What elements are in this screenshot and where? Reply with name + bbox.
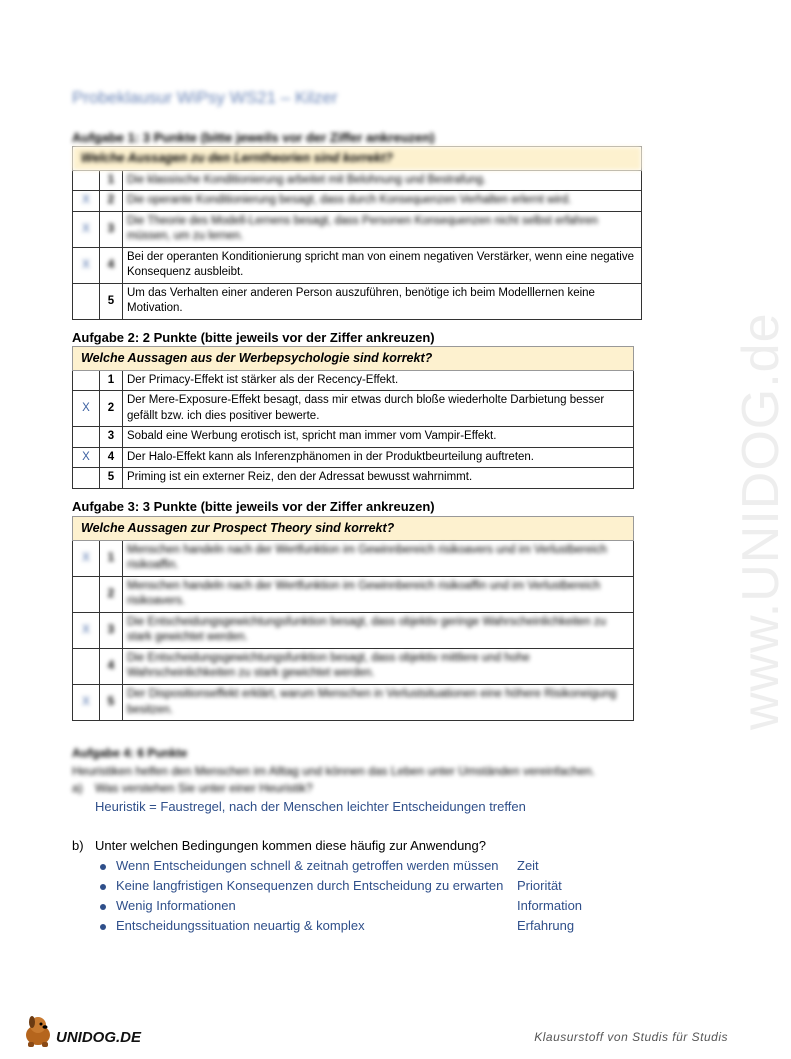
table-row: X 4 Bei der operanten Konditionierung spricht man von einem negativen Verstärker, wenn eine negative Konsequenz ausbleibt. xyxy=(73,247,642,283)
bullet-icon xyxy=(100,924,106,930)
task4-a-question: Was verstehen Sie unter einer Heuristik? xyxy=(95,781,313,795)
table-row: 5 Priming ist ein externer Reiz, den der Adressat bewusst wahrnimmt. xyxy=(73,468,634,489)
answer-mark[interactable]: X xyxy=(73,391,100,427)
task1-table xyxy=(72,146,642,320)
task3-question: Welche Aussagen zur Prospect Theory sind korrekt? xyxy=(73,517,634,541)
task4-b-list xyxy=(100,858,600,938)
task4-heading: Aufgabe 4: 6 Punkte xyxy=(72,746,188,760)
answer-mark[interactable] xyxy=(73,370,100,391)
table-row: X 2 Die operante Konditionierung besagt, dass durch Konsequenzen Verhalten erlernt wird. xyxy=(73,191,642,212)
answer-mark[interactable] xyxy=(73,576,100,612)
unidog-logo xyxy=(22,1013,152,1049)
watermark: www.UNIDOG.de xyxy=(732,312,790,730)
task3-table xyxy=(72,516,634,721)
document-title: Probeklausur WiPsy WS21 – Kilzer xyxy=(72,88,338,107)
table-row: X 4 Der Halo-Effekt kann als Inferenzphänomen in der Produktbeurteilung auftreten. xyxy=(73,447,634,468)
table-row: X 1 Menschen handeln nach der Wertfunktion im Gewinnbereich risikoavers und im Verlustbereich risikoaffin. xyxy=(73,540,634,576)
bullet-icon xyxy=(100,904,106,910)
list-item: Wenn Entscheidungen schnell & zeitnah getroffen werden müssen Zeit xyxy=(100,858,600,878)
task4-a-label: a) xyxy=(72,781,83,795)
task4-intro: Heuristiken helfen den Menschen im Alltag und können das Leben unter Umständen vereinfachen. xyxy=(72,764,596,778)
table-row: 2 Menschen handeln nach der Wertfunktion im Gewinnbereich risikoaffin und im Verlustbereich risikoavers. xyxy=(73,576,634,612)
table-row: X 5 Der Dispositionseffekt erklärt, warum Menschen in Verlustsituationen eine höhere Risikoneigung besitzen. xyxy=(73,685,634,721)
list-item: Wenig Informationen Information xyxy=(100,898,600,918)
answer-mark[interactable] xyxy=(73,283,100,319)
answer-mark[interactable] xyxy=(73,427,100,448)
answer-mark[interactable] xyxy=(73,648,100,684)
task4-a-answer: Heuristik = Faustregel, nach der Menschen leichter Entscheidungen treffen xyxy=(95,799,526,814)
logo-text: UNIDOG.DE xyxy=(56,1029,142,1046)
task1-question: Welche Aussagen zu den Lerntheorien sind korrekt? xyxy=(73,147,642,171)
answer-mark[interactable]: X xyxy=(73,612,100,648)
answer-mark[interactable]: X xyxy=(73,211,100,247)
table-row: 1 Der Primacy-Effekt ist stärker als der Recency-Effekt. xyxy=(73,370,634,391)
table-row: X 2 Der Mere-Exposure-Effekt besagt, dass mir etwas durch bloße wiederholte Darbietung besser gefällt bzw. ich dies positiver bewerte. xyxy=(73,391,634,427)
task4-b-label: b) xyxy=(72,838,84,853)
answer-mark[interactable] xyxy=(73,468,100,489)
task1-heading: Aufgabe 1: 3 Punkte (bitte jeweils vor der Ziffer ankreuzen) xyxy=(72,130,435,145)
task2-question: Welche Aussagen aus der Werbepsychologie sind korrekt? xyxy=(73,347,634,371)
bullet-icon xyxy=(100,864,106,870)
task2-heading: Aufgabe 2: 2 Punkte (bitte jeweils vor der Ziffer ankreuzen) xyxy=(72,330,435,345)
answer-mark[interactable]: X xyxy=(73,247,100,283)
list-item: Entscheidungssituation neuartig & komplex Erfahrung xyxy=(100,918,600,938)
task4-b-question: Unter welchen Bedingungen kommen diese häufig zur Anwendung? xyxy=(95,838,486,853)
table-row: X 3 Die Entscheidungsgewichtungsfunktion besagt, dass objektiv geringe Wahrscheinlichkeiten zu stark gewichtet werden. xyxy=(73,612,634,648)
list-item: Keine langfristigen Konsequenzen durch Entscheidung zu erwarten Priorität xyxy=(100,878,600,898)
answer-mark[interactable]: X xyxy=(73,685,100,721)
task3-heading: Aufgabe 3: 3 Punkte (bitte jeweils vor der Ziffer ankreuzen) xyxy=(72,499,435,514)
footer-tagline: Klausurstoff von Studis für Studis xyxy=(534,1030,728,1044)
bullet-icon xyxy=(100,884,106,890)
table-row: X 3 Die Theorie des Modell-Lernens besagt, dass Personen Konsequenzen nicht selbst erfahren müssen, um zu lernen. xyxy=(73,211,642,247)
answer-mark[interactable] xyxy=(73,170,100,191)
table-row: 4 Die Entscheidungsgewichtungsfunktion besagt, dass objektiv mittlere und hohe Wahrscheinlichkeiten zu stark gewichtet werden. xyxy=(73,648,634,684)
task2-table xyxy=(72,346,634,489)
table-row: 5 Um das Verhalten einer anderen Person auszuführen, benötige ich beim Modelllernen keine Motivation. xyxy=(73,283,642,319)
answer-mark[interactable]: X xyxy=(73,447,100,468)
table-row: 1 Die klassische Konditionierung arbeitet mit Belohnung und Bestrafung. xyxy=(73,170,642,191)
answer-mark[interactable]: X xyxy=(73,191,100,212)
answer-mark[interactable]: X xyxy=(73,540,100,576)
table-row: 3 Sobald eine Werbung erotisch ist, spricht man immer vom Vampir-Effekt. xyxy=(73,427,634,448)
